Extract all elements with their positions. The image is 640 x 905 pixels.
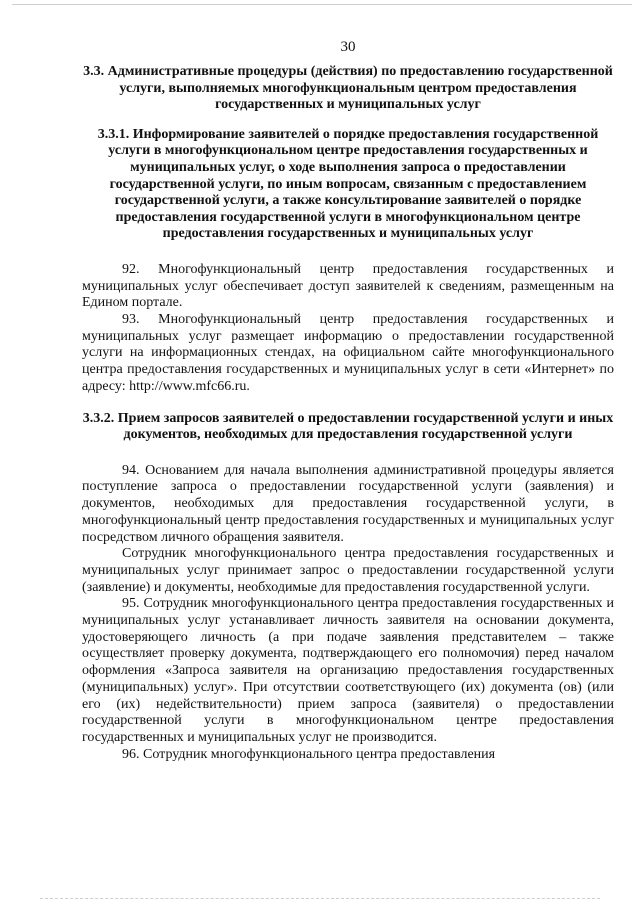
paragraph-96: 96. Сотрудник многофункционального центра предоставления [122, 746, 496, 762]
paragraph-94-employee: Сотрудник многофункционального центра предоставления государственных и муниципальных услуг принимает запрос о предоставлении государственной услуги (заявление) и документы, необходимые для предоставления государственной услуги. [82, 546, 614, 595]
section-heading-3-3-2: 3.3.2. Прием запросов заявителей о предоставлении государственной услуги и иных документов, необходимых для предоставления государственной услуги [82, 410, 614, 443]
paragraph-93: 93. Многофункциональный центр предоставления государственных и муниципальных услуг размещает информацию о предоставлении государственной услуги на информационных стендах, на официальном сайте многофункционального центра предоставления государственных и муниципальных услуг в сети «Интернет» по адресу: http://www.mfc66.ru. [82, 312, 614, 394]
section-heading-3-3: 3.3. Административные процедуры (действия) по предоставлению государственной услуги, выполняемых многофункциональным центром предоставления государственных и муниципальных услуг [83, 64, 613, 113]
page-top-edge [12, 4, 632, 5]
paragraph-95: 95. Сотрудник многофункционального центра предоставления государственных и муниципальных услуг устанавливает личность заявителя на основании документа, удостоверяющего личность (а при подаче заявления представителем – также осуществляет проверку документа, подтверждающего его полномочия) перед началом оформления «Запроса заявителя на организацию предоставления государственных (муниципальных) услуг». При отсутствии соответствующего (их) документа (ов) (или его (их) недействительности) прием запроса (заявителя) о предоставлении государственной услуги в многофункциональном центре предоставления государственных и муниципальных услуг не производится. [82, 596, 614, 745]
section-heading-3-3-1: 3.3.1. Информирование заявителей о порядке предоставления государственной услуги в многофункциональном центре предоставления государственных и муниципальных услуг, о ходе выполнения запроса о предоставлении государственной услуги, по иным вопросам, связанным с предоставлением государственной услуги, а также консультирование заявителей о порядке предоставления государственной услуги в многофункциональном центре предоставления государственных и муниципальных услуг [97, 126, 599, 242]
paragraph-94: 94. Основанием для начала выполнения административной процедуры является поступление запроса о предоставлении государственной услуги (заявления) и документов, необходимых для предоставления государственной услуги, в многофункциональный центр предоставления государственных и муниципальных услуг посредством личного обращения заявителя. [82, 462, 614, 545]
page-bottom-edge [40, 898, 600, 899]
page-number: 30 [340, 39, 356, 55]
paragraph-92: 92. Многофункциональный центр предоставления государственных и муниципальных услуг обеспечивает доступ заявителей к сведениям, размещенным на Едином портале. [82, 261, 614, 311]
document-page [82, 38, 614, 763]
